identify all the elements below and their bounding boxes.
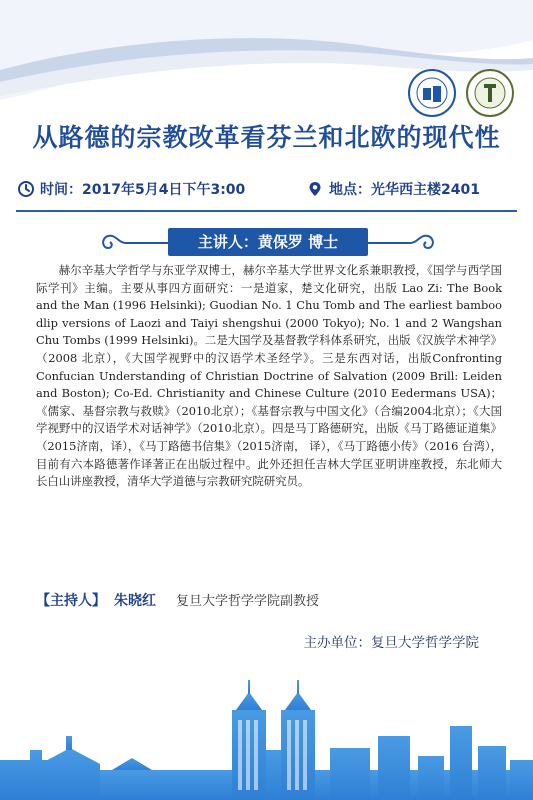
fudan-university-logo [407,68,457,118]
ornament-right-icon [368,230,440,256]
host-role: 【主持人】 [36,593,106,609]
event-time [18,179,245,199]
speaker-bio-text: 赫尔辛基大学哲学与东亚学双博士，赫尔辛基大学世界文化系兼职教授，《国学与西学国际学刊》主编。主要从事四方面研究：一是道家，楚文化研究，出版 Lao Zi: The Book and the Man (1996 Helsinki); Guodian No. 1 Chu Tomb and The earliest bamboo dlip versions of Laozi and Taiyi shengshui (2000 Tokyo); No. 1 and 2 Wangshan Chu Tombs (1999 Helsinki)。二是大国学及基督教学科体系研究，出版《汉族学术神学》（2008 北京），《大国学视野中的汉语学术圣经学》。三是东西对话，出版Confronting Confucian Understanding of Christian Doctrine of Salvation (2009 Brill: Leiden and Boston); Co-Ed. Christianity and Chinese Culture (2010 Eedermans USA)；《儒家、基督宗教与救赎》（2010北京）；《基督宗教与中国文化》（合编2004北京）；《大国学视野中的汉语学术对话神学》（2010北京）。四是马丁路德研究，出版《马丁路德证道集》（2015济南，译），《马丁路德书信集》（2015济南， 译），《马丁路德小传》（2016 台湾），目前有六本路德著作译著正在出版过程中。此外还担任吉林大学匡亚明讲座教授，东北师大长白山讲座教授，清华大学道德与宗教研究院研究员。 [36,263,502,489]
host-name: 朱晓红 [114,593,156,609]
page-title: 从路德的宗教改革看芬兰和北欧的现代性 [32,123,501,152]
logo-group [375,66,525,120]
event-location-label: 地点：光华西主楼2401 [329,182,480,198]
header-divider [16,210,517,212]
ornament-left-icon [96,230,168,256]
host-title: 复旦大学哲学学院副教授 [176,594,320,609]
campus-skyline-decoration [0,640,533,800]
organizer: 主办单位：复旦大学哲学学院 [303,635,479,651]
event-time-label: 时间：2017年5月4日下午3:00 [40,182,246,198]
event-location [307,179,480,199]
host-line [36,590,516,610]
speaker-label: 主讲人：黄保罗 博士 [168,228,368,256]
event-info-row [0,179,533,201]
school-of-philosophy-logo [465,68,515,118]
speaker-bio [36,262,502,491]
speaker-banner [0,228,533,262]
clock-icon [18,181,34,197]
location-pin-icon [307,181,323,197]
